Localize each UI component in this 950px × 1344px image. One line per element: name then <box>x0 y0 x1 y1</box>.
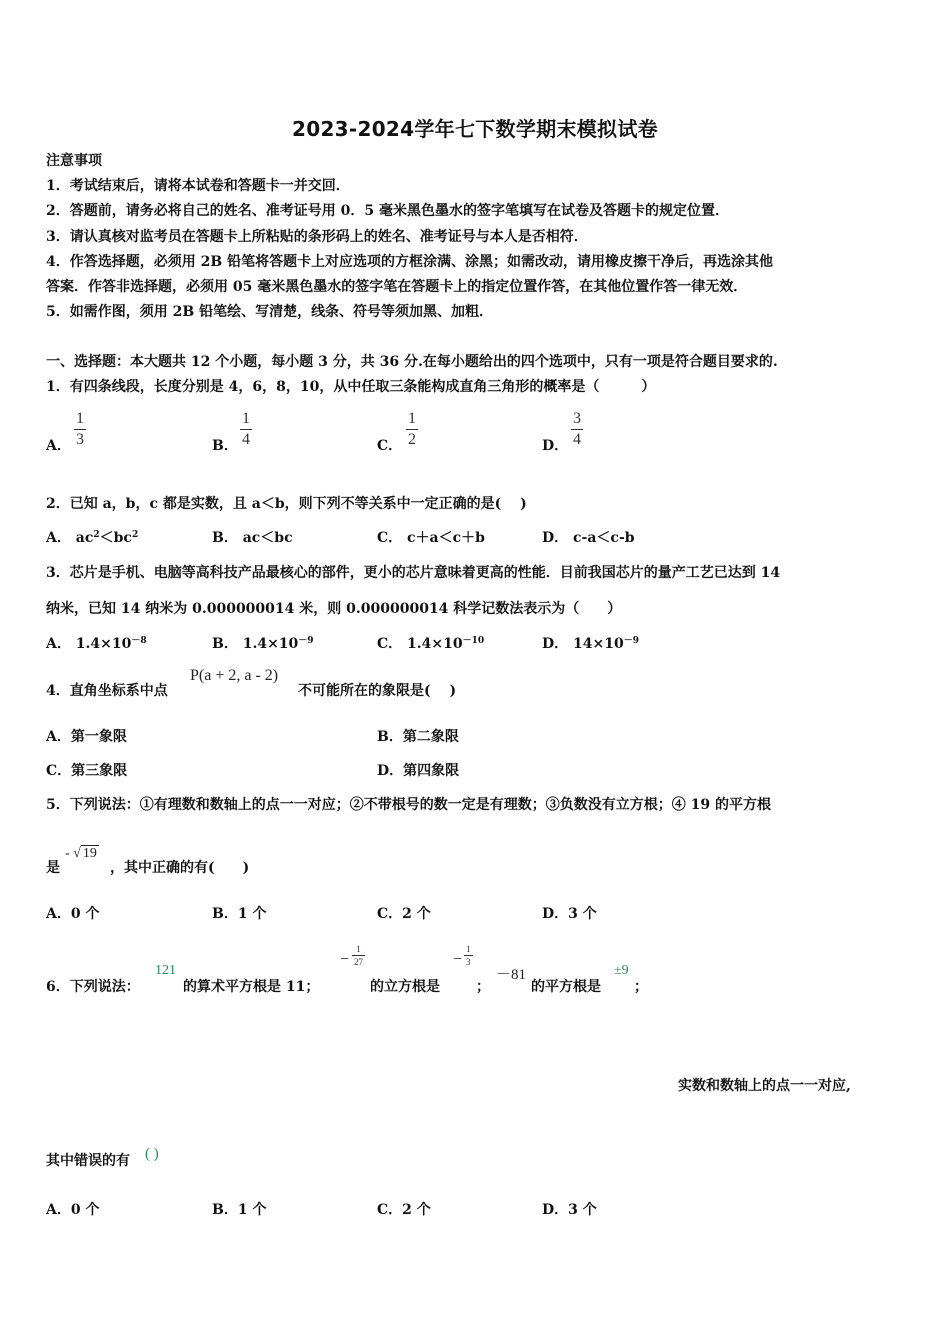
q3-option-a: A． $1.4\times 10^{-8}$ <box>46 636 147 652</box>
section-heading: 一、选择题：本大题共 12 个小题，每小题 3 分，共 36 分.在每小题给出的四个选项中，只有一项是符合题目要求的. <box>46 354 778 370</box>
q6-text-1: 的算术平方根是 11； <box>183 979 320 995</box>
q6-line-3: 其中错误的有 <box>46 1153 130 1169</box>
q2-option-a: A． $ac^2<bc^2$ <box>46 530 139 546</box>
q6-number-neg-81: －81 <box>496 967 527 983</box>
q2-option-c: C． c＋a＜c＋b <box>377 530 485 546</box>
q6-option-c: C．2 个 <box>377 1202 431 1218</box>
q6-fraction-1-3: 1 3 <box>466 944 471 967</box>
q6-answer-paren: ( ) <box>145 1146 159 1162</box>
question-5-stem-post: ，其中正确的有( ) <box>110 860 250 876</box>
q4-point-expression: P(a + 2, a - 2) <box>190 667 279 684</box>
q6-fraction-1-27: 1 27 <box>354 944 363 967</box>
q5-neg-sqrt-19: - √ 19 <box>65 846 97 861</box>
q6-option-d: D．3 个 <box>542 1202 597 1218</box>
q6-semicolon-2: ； <box>634 979 648 995</box>
q4-option-a: A．第一象限 <box>46 729 127 745</box>
q5-option-d: D．3 个 <box>542 906 597 922</box>
page-title: 2023-2024学年七下数学期末模拟试卷 <box>292 117 658 141</box>
question-5-stem-line1: 5．下列说法：①有理数和数轴上的点一一对应；②不带根号的数一定是有理数；③负数没有立方根；④ 19 的平方根 <box>46 797 771 813</box>
question-4-stem-post: 不可能所在的象限是( ) <box>298 683 457 699</box>
notice-heading: 注意事项 <box>46 153 102 169</box>
q6-line-2: 实数和数轴上的点一一对应, <box>678 1078 851 1094</box>
q1-option-c-label: C． <box>377 438 403 454</box>
notice-item: 3．请认真核对监考员在答题卡上所粘贴的条形码上的姓名、准考证号与本人是否相符． <box>46 229 588 245</box>
q5-option-a: A．0 个 <box>46 906 100 922</box>
notice-item: 1．考试结束后，请将本试卷和答题卡一并交回． <box>46 178 350 194</box>
q6-text-3: 的平方根是 <box>531 979 601 995</box>
q6-neg-sign-1: − <box>340 951 350 968</box>
q6-option-a: A．0 个 <box>46 1202 100 1218</box>
notice-item: 5．如需作图，须用 2B 铅笔绘、写清楚，线条、符号等须加黑、加粗． <box>46 304 494 320</box>
q3-option-c: C． $1.4\times 10^{-10}$ <box>377 636 485 652</box>
q6-neg-sign-2: − <box>453 951 463 968</box>
q5-option-b: B．1 个 <box>212 906 267 922</box>
q2-option-b: B． ac＜bc <box>212 530 293 546</box>
q6-text-2: 的立方根是 <box>370 979 440 995</box>
question-4-stem-pre: 4．直角坐标系中点 <box>46 683 168 699</box>
q2-option-d: D． c-a＜c-b <box>542 530 635 546</box>
q3-option-d: D． $14\times 10^{-9}$ <box>542 636 639 652</box>
q6-plus-minus-9: ±9 <box>614 963 629 978</box>
q6-option-b: B．1 个 <box>212 1202 267 1218</box>
notice-item: 答案．作答非选择题，必须用 05 毫米黑色墨水的签字笔在答题卡上的指定位置作答，在其他位置作答一律无效． <box>46 279 748 295</box>
q6-number-121: 121 <box>155 963 176 978</box>
question-1-stem: 1．有四条线段，长度分别是 4，6，8，10，从中任取三条能构成直角三角形的概率是（ ） <box>46 379 656 395</box>
q5-option-c: C．2 个 <box>377 906 431 922</box>
q1-option-a-label: A． <box>46 438 71 454</box>
question-3-stem-line2: 纳米，已知 14 纳米为 0.000000014 米，则 0.000000014 科学记数法表示为（ ） <box>46 601 622 617</box>
notice-item: 2．答题前，请务必将自己的姓名、准考证号用 0．5 毫米黑色墨水的签字笔填写在试卷及答题卡的规定位置． <box>46 203 729 219</box>
question-3-stem-line1: 3．芯片是手机、电脑等高科技产品最核心的部件，更小的芯片意味着更高的性能．目前我国芯片的量产工艺已达到 14 <box>46 565 781 581</box>
q1-option-a-fraction: 1 3 <box>76 410 84 448</box>
q3-option-b: B． $1.4\times 10^{-9}$ <box>212 636 314 652</box>
q1-option-b-fraction: 1 4 <box>242 410 250 448</box>
q4-option-c: C．第三象限 <box>46 763 128 779</box>
q4-option-b: B．第二象限 <box>377 729 459 745</box>
q6-semicolon-1: ； <box>476 979 490 995</box>
question-2-stem: 2．已知 a，b，c 都是实数，且 a＜b，则下列不等关系中一定正确的是( ) <box>46 496 527 512</box>
q1-option-d-label: D． <box>542 438 569 454</box>
q1-option-c-fraction: 1 2 <box>408 410 416 448</box>
question-6-label: 6．下列说法： <box>46 979 140 995</box>
q4-option-d: D．第四象限 <box>377 763 460 779</box>
notice-item: 4．作答选择题，必须用 2B 铅笔将答题卡上对应选项的方框涂满、涂黑；如需改动，请用橡皮擦干净后，再选涂其他 <box>46 254 774 270</box>
question-5-stem-pre: 是 <box>46 860 60 876</box>
q1-option-d-fraction: 3 4 <box>573 410 581 448</box>
q1-option-b-label: B． <box>212 438 238 454</box>
